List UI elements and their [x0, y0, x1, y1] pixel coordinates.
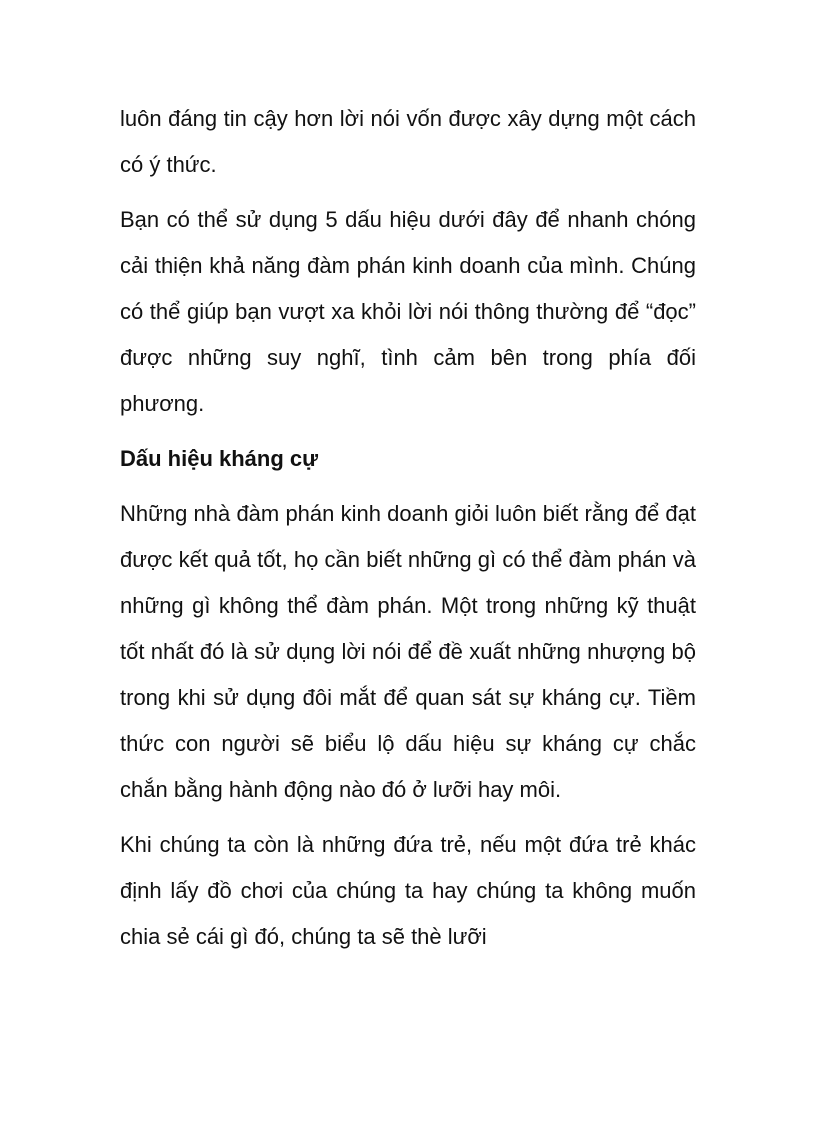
document-body: [120, 96, 696, 969]
paragraph-childhood: Khi chúng ta còn là những đứa trẻ, nếu một đứa trẻ khác định lấy đồ chơi của chúng ta hay chúng ta không muốn chia sẻ cái gì đó, chúng ta sẽ thè lưỡi: [120, 832, 696, 949]
paragraph-resistance: Những nhà đàm phán kinh doanh giỏi luôn biết rằng để đạt được kết quả tốt, họ cần biết những gì có thể đàm phán và những gì không thể đàm phán. Một trong những kỹ thuật tốt nhất đó là sử dụng lời nói để đề xuất những nhượng bộ trong khi sử dụng đôi mắt để quan sát sự kháng cự. Tiềm thức con người sẽ biểu lộ dấu hiệu sự kháng cự chắc chắn bằng hành động nào đó ở lưỡi hay môi.: [120, 501, 696, 802]
section-heading: Dấu hiệu kháng cự: [120, 446, 319, 471]
paragraph-five-signs: Bạn có thể sử dụng 5 dấu hiệu dưới đây để nhanh chóng cải thiện khả năng đàm phán kinh doanh của mình. Chúng có thể giúp bạn vượt xa khỏi lời nói thông thường để “đọc” được những suy nghĩ, tình cảm bên trong phía đối phương.: [120, 207, 696, 416]
paragraph-intro-end: luôn đáng tin cậy hơn lời nói vốn được xây dựng một cách có ý thức.: [120, 106, 696, 177]
